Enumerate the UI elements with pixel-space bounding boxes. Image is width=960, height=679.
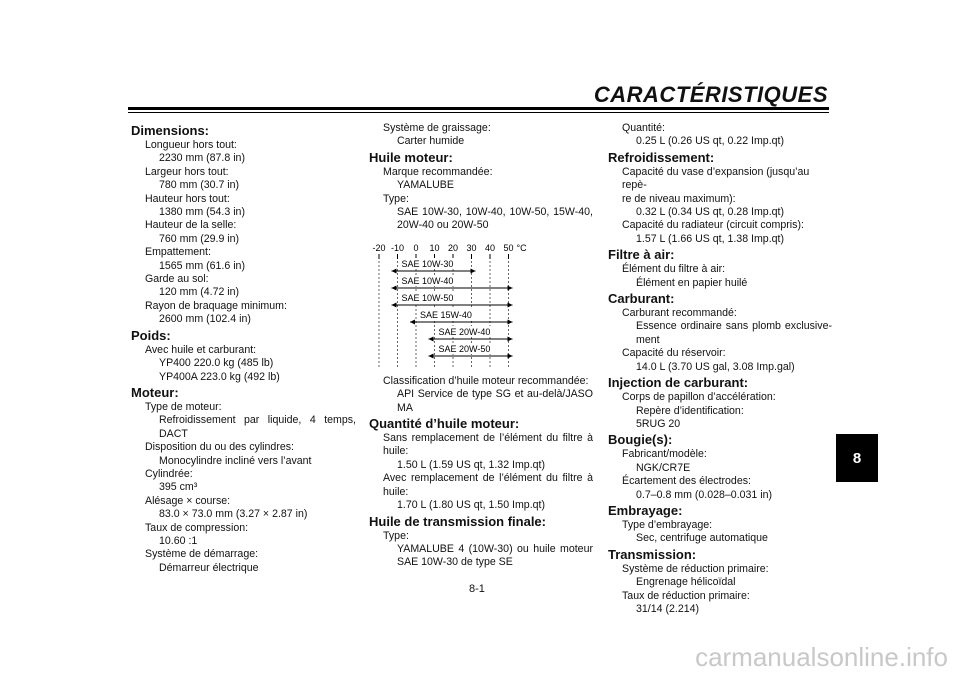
spec-line: Essence ordinaire sans plomb exclusive- [636,320,832,333]
band-label: SAE 10W-50 [401,292,454,303]
oil-chart-svg [369,241,569,371]
band-label: SAE 10W-30 [401,258,454,269]
spec-line: 1565 mm (61.6 in) [159,259,245,272]
spec-line: 0.7–0.8 mm (0.028–0.031 in) [636,488,773,501]
section-heading: Dimensions: [131,123,210,138]
spec-line: YP400A 223.0 kg (492 lb) [159,370,280,383]
spec-line: Disposition du ou des cylindres: [145,441,294,454]
page-number: 8-1 [469,583,485,595]
spec-line: 5RUG 20 [636,417,681,430]
spec-line: 14.0 L (3.70 US gal, 3.08 Imp.gal) [636,360,795,373]
spec-line: Système de réduction primaire: [622,562,769,575]
spec-line: Élément du filtre à air: [622,263,726,276]
spec-line: 1.57 L (1.66 US qt, 1.38 Imp.qt) [636,232,785,245]
spec-line: 0.32 L (0.34 US qt, 0.28 Imp.qt) [636,206,785,219]
spec-line: Type de moteur: [145,400,222,413]
temp-tick-label: 50 [503,242,514,253]
spec-line: Avec remplacement de l’élément du filtre à [383,472,593,485]
spec-line: Carter humide [397,135,465,148]
header-rule [128,107,829,110]
band-arrow-left [392,268,397,273]
spec-line: Refroidissement par liquide, 4 temps, [159,414,356,427]
temp-tick-label: 40 [484,242,496,253]
band-arrow-left [429,353,434,358]
column-1 [131,122,356,575]
spec-line: Alésage × course: [145,494,231,507]
section-heading: Carburant: [608,291,675,307]
spec-line: Taux de compression: [145,521,249,534]
section-heading: Injection de carburant: [608,375,749,391]
spec-line: Capacité du réservoir: [622,347,726,360]
spec-line: Largeur hors tout: [145,165,229,178]
column-3 [608,122,832,616]
spec-line: Type d’embrayage: [622,518,713,531]
spec-line: re de niveau maximum): [622,192,736,205]
spec-line: Repère d’identification: [636,404,744,417]
spec-line: API Service de type SG et au-delà/JASO [397,388,593,401]
spec-line: Écartement des électrodes: [622,475,751,488]
temp-unit: °C [516,242,527,253]
band-label: SAE 20W-50 [438,343,491,354]
spec-line: Corps de papillon d’accélération: [622,391,776,404]
column-2-top [369,122,593,233]
spec-line: 1.70 L (1.80 US qt, 1.50 Imp.qt) [397,499,546,512]
band-arrow-right [471,268,476,273]
column-2 [369,122,593,570]
band-arrow-right [508,336,513,341]
spec-line: Sans remplacement de l’élément du filtre à [383,432,593,445]
spec-line: Système de démarrage: [145,548,259,561]
band-arrow-left [392,302,397,307]
temp-tick-label: 0 [413,242,419,253]
spec-line: Rayon de braquage minimum: [145,299,287,312]
spec-line: Hauteur hors tout: [145,192,230,205]
section-heading: Bougie(s): [608,432,673,448]
band-label: SAE 10W-40 [401,275,454,286]
spec-line: MA [397,401,413,414]
band-arrow-right [508,302,513,307]
spec-line: DACT [159,427,188,440]
section-heading: Moteur: [131,384,179,400]
spec-line: YAMALUBE 4 (10W-30) ou huile moteur [397,542,593,555]
spec-line: YAMALUBE [397,179,454,192]
band-label: SAE 20W-40 [438,326,491,337]
spec-line: Classification d’huile moteur recommandée: [383,374,589,387]
temp-tick-label: -10 [390,242,405,253]
spec-line: Type: [383,192,409,205]
temp-tick-label: 30 [466,242,477,253]
spec-line: Système de graissage: [383,122,491,134]
band-arrow-right [508,353,513,358]
spec-line: SAE 10W-30, 10W-40, 10W-50, 15W-40, [397,206,593,219]
section-heading: Huile moteur: [369,149,453,165]
section-heading: Transmission: [608,546,697,562]
spec-line: 20W-40 ou 20W-50 [397,219,489,232]
spec-line: ment [636,333,660,346]
column-2-bottom [369,375,593,570]
section-heading: Embrayage: [608,502,683,518]
spec-line: Marque recommandée: [383,165,493,178]
spec-line: Fabricant/modèle: [622,448,707,461]
band-arrow-right [508,285,513,290]
spec-line: 760 mm (29.9 in) [159,232,240,245]
spec-line: 1380 mm (54.3 in) [159,206,245,219]
spec-line: Empattement: [145,246,211,259]
section-heading: Quantité d’huile moteur: [369,416,520,432]
temp-tick-label: -20 [372,242,386,253]
spec-line: Avec huile et carburant: [145,343,257,356]
section-heading: Filtre à air: [608,247,675,263]
spec-line: Taux de réduction primaire: [622,589,750,602]
spec-line: huile: [383,485,409,498]
spec-line: Longueur hors tout: [145,139,237,151]
section-heading: Huile de transmission finale: [369,513,546,529]
oil-temperature-chart [369,241,569,371]
spec-line: YP400 220.0 kg (485 lb) [159,357,274,370]
band-arrow-left [429,336,434,341]
band-label: SAE 15W-40 [420,309,472,320]
band-arrow-right [508,319,513,324]
spec-line: SAE 10W-30 de type SE [397,556,513,569]
chapter-tab[interactable]: 8 [836,434,878,482]
header-rule-thin [128,112,829,113]
temp-tick-label: 20 [447,242,459,253]
spec-line: Démarreur électrique [159,561,259,574]
spec-line: Capacité du radiateur (circuit compris): [622,219,804,232]
section-heading: Poids: [131,327,171,343]
section-heading: Refroidissement: [608,149,715,165]
spec-line: NGK/CR7E [636,461,691,474]
spec-line: Type: [383,529,409,542]
spec-line: Monocylindre incliné vers l’avant [159,454,312,467]
spec-line: 10.60 :1 [159,534,198,547]
spec-line: 120 mm (4.72 in) [159,286,240,299]
spec-line: 31/14 (2.214) [636,602,700,615]
spec-line: Hauteur de la selle: [145,219,237,232]
spec-line: 2600 mm (102.4 in) [159,313,251,326]
spec-line: Carburant recommandé: [622,307,737,320]
spec-line: huile: [383,445,409,458]
spec-line: 83.0 × 73.0 mm (3.27 × 2.87 in) [159,508,308,521]
spec-line: 1.50 L (1.59 US qt, 1.32 Imp.qt) [397,458,546,471]
spec-line: Élément en papier huilé [636,276,748,289]
spec-line: 395 cm³ [159,481,198,494]
spec-line: Garde au sol: [145,273,209,286]
page-title: CARACTÉRISTIQUES [593,82,828,107]
spec-line: Sec, centrifuge automatique [636,532,768,545]
spec-line: Capacité du vase d’expansion (jusqu’au repè- [622,165,810,192]
spec-line: 780 mm (30.7 in) [159,179,240,192]
band-arrow-left [392,285,397,290]
spec-line: Quantité: [622,122,665,134]
spec-line: 0.25 L (0.26 US qt, 0.22 Imp.qt) [636,135,785,148]
watermark: carmanualsonline.info [695,642,948,672]
band-arrow-left [410,319,415,324]
spec-line: 2230 mm (87.8 in) [159,152,245,165]
spec-line: Cylindrée: [145,467,193,480]
spec-line: Engrenage hélicoïdal [636,576,736,589]
temp-tick-label: 10 [429,242,440,253]
